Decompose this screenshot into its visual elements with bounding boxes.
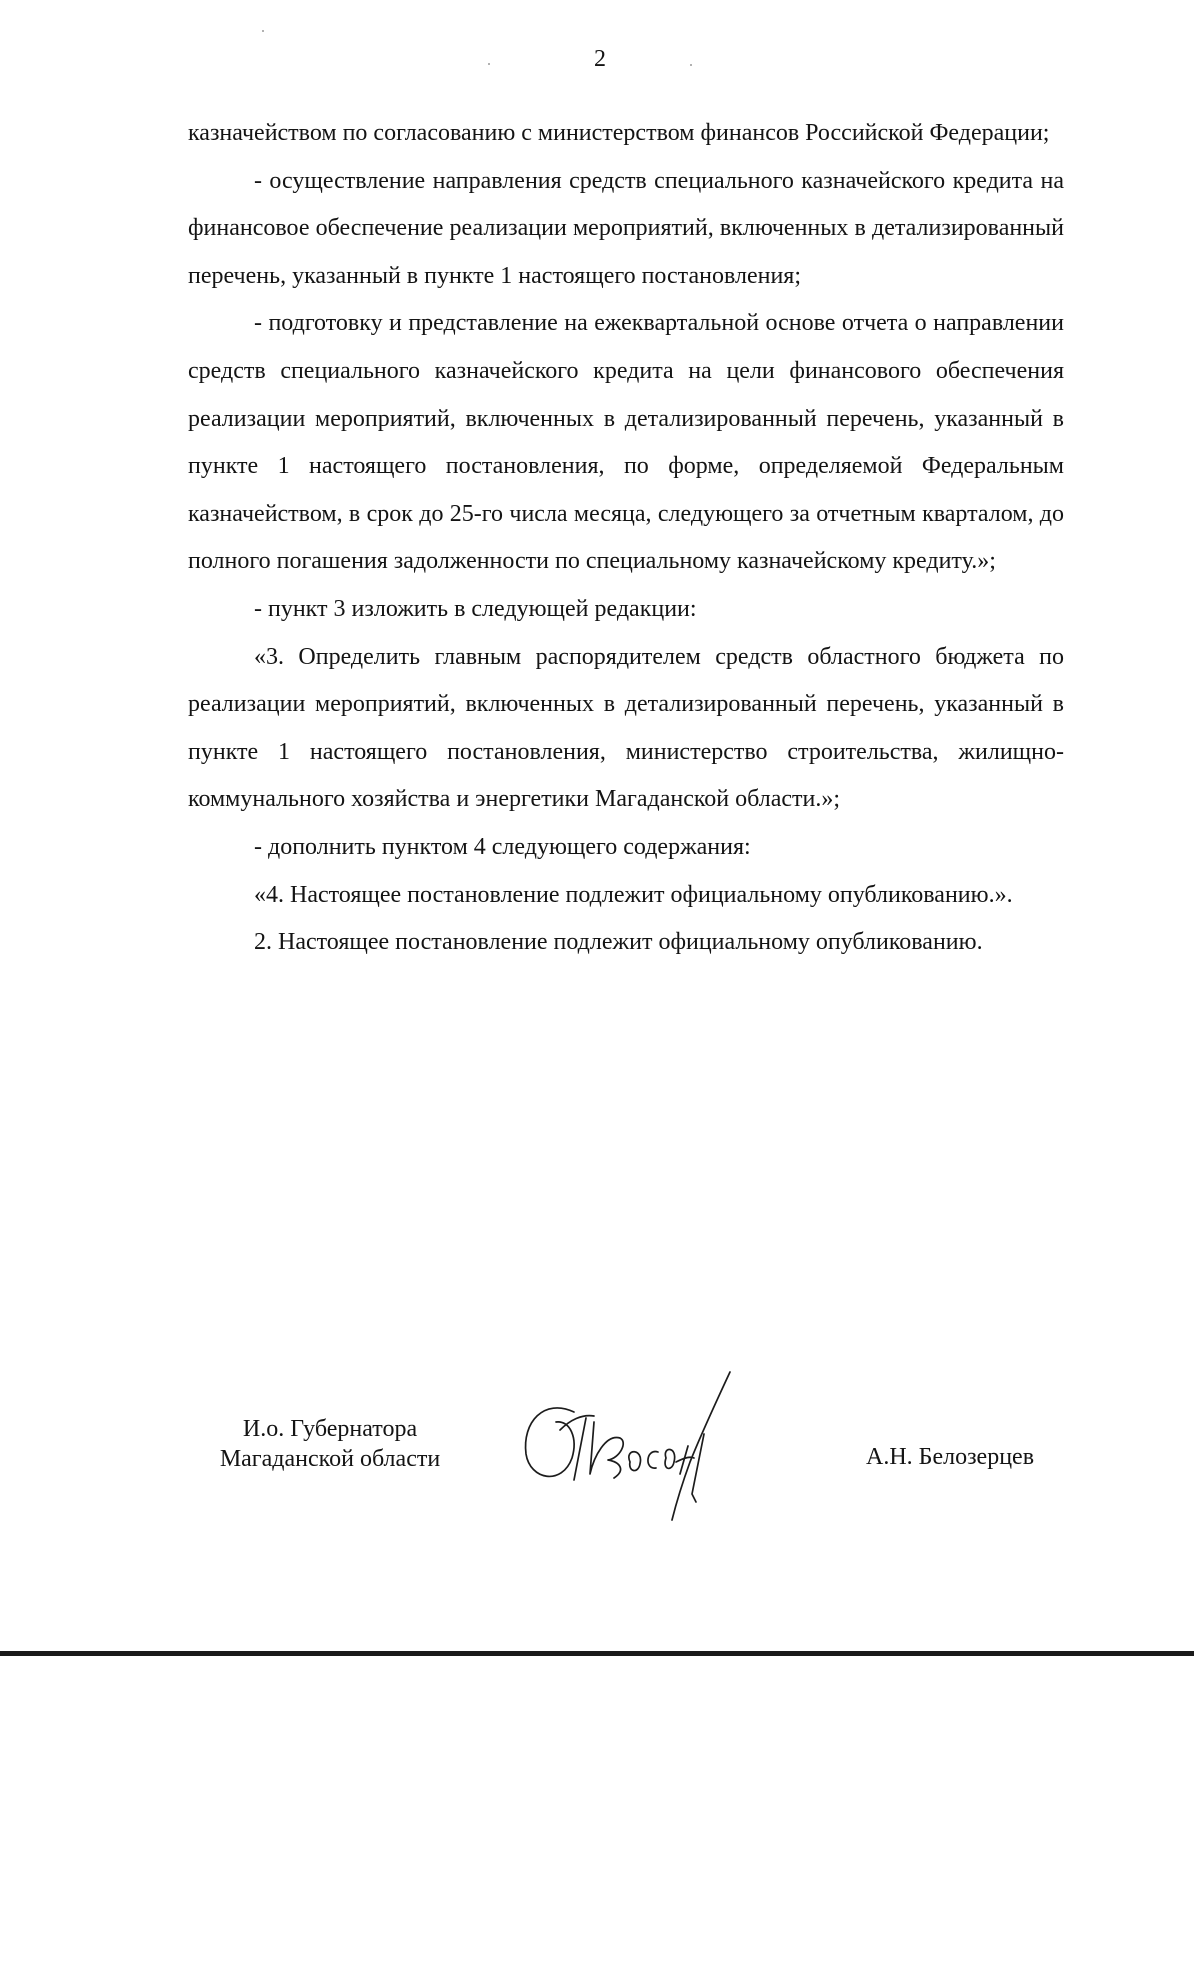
paragraph-amend-point-3: - пункт 3 изложить в следующей редакции: — [254, 595, 697, 622]
document-body — [188, 110, 1064, 967]
scan-speck — [690, 64, 692, 66]
handwritten-signature — [516, 1362, 776, 1542]
footer-rule — [0, 1651, 1194, 1656]
paragraph-point-4-text: «4. Настоящее постановление подлежит официальному опубликованию.». — [254, 881, 1013, 908]
page-number: 2 — [594, 46, 606, 72]
signatory-name: А.Н. Белозерцев — [866, 1444, 1035, 1470]
paragraph-add-point-4: - дополнить пунктом 4 следующего содержания: — [254, 833, 751, 860]
paragraph-transfer-funds: - осуществление направления средств специального казначейского кредита на финансовое обеспечение реализации мероприятий, включенных в детализированный перечень, указанный в пункте 1 настоящего постановления; — [188, 167, 1064, 289]
scan-speck — [262, 30, 264, 32]
signatory-title-line1: И.о. Губернатора — [242, 1416, 418, 1442]
paragraph-point-3-text: «3. Определить главным распорядителем средств областного бюджета по реализации мероприятий, включенных в детализированный перечень, указанный в пункте 1 настоящего постановления, министерство строительства, жилищно-коммунального хозяйства и энергетики Магаданской области.»; — [188, 643, 1064, 813]
signatory-title — [196, 1414, 464, 1474]
paragraph-continuation: казначейством по согласованию с министерством финансов Российской Федерации; — [188, 120, 1050, 146]
signatory-title-line2: Магаданской области — [219, 1446, 441, 1472]
scan-speck — [488, 63, 490, 65]
paragraph-quarterly-report: - подготовку и представление на ежеквартальной основе отчета о направлении средств специального казначейского кредита на цели финансового обеспечения реализации мероприятий, включенных в детализированный перечень, указанный в пункте 1 настоящего постановления, по форме, определяемой Федеральным казначейством, в срок до 25-го числа месяца, следующего за отчетным кварталом, до полного погашения задолженности по специальному казначейскому кредиту.»; — [188, 310, 1064, 575]
paragraph-item-2: 2. Настоящее постановление подлежит официальному опубликованию. — [254, 929, 983, 956]
